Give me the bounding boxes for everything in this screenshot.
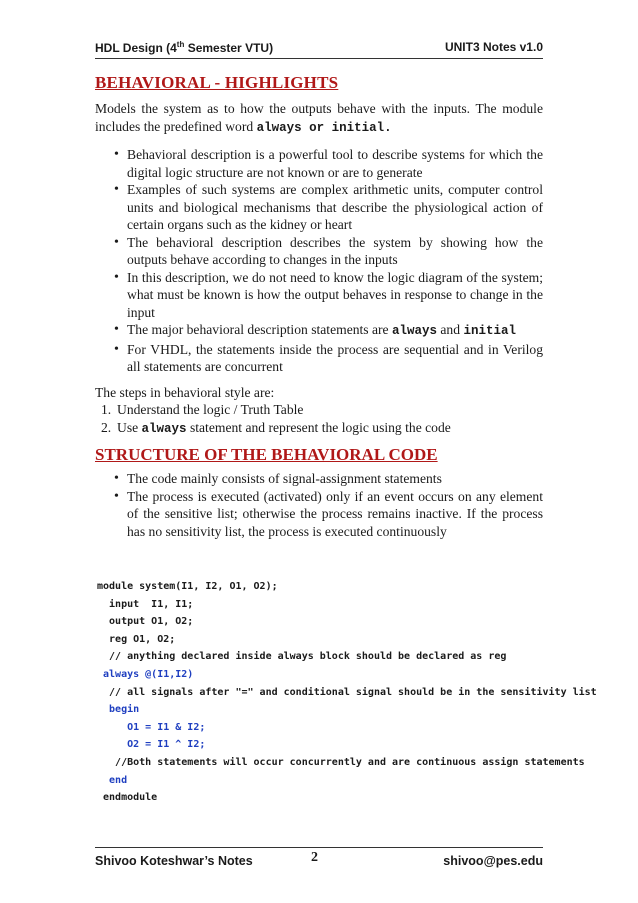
code-line: module system(I1, I2, O1, O2); [97, 581, 278, 592]
code-listing [97, 578, 597, 807]
bullet-icon: • [114, 182, 119, 197]
code-line: end [97, 774, 128, 786]
footer-email: shivoo@pes.edu [443, 854, 543, 868]
list-item: • Behavioral description is a powerful tool to describe systems for which the digital logic structure are not known or are to generate [114, 147, 543, 180]
section-heading-structure: STRUCTURE OF THE BEHAVIORAL CODE [95, 445, 438, 464]
bullet-icon: • [114, 471, 119, 486]
header-unit: UNIT3 Notes v1.0 [444, 40, 543, 54]
code-line: // all signals after "=" and conditional signal should be in the sensitivity list [97, 686, 597, 698]
bullet-icon: • [114, 269, 119, 285]
page-footer [95, 847, 543, 872]
list-item: • The code mainly consists of signal-assignment statements [114, 471, 442, 486]
bullet-icon: • [114, 322, 119, 337]
footer-author: Shivoo Koteshwar’s Notes [95, 854, 253, 868]
list-item: 1. Understand the logic / Truth Table [101, 402, 304, 417]
list-item: • The process is executed (activated) only if an event occurs on any element of the sensitive list; otherwise the process remains inactive. If the process has no sensitivity list, the process is executed continuously [114, 488, 543, 539]
code-line: endmodule [97, 792, 158, 804]
page-content [95, 72, 543, 548]
code-line: begin [97, 704, 140, 716]
structure-list [95, 470, 543, 540]
code-line: input I1, I1; [97, 598, 194, 610]
list-item: 2. Use always statement and represent the logic using the code [101, 419, 451, 436]
code-line: // anything declared inside always block should be declared as reg [97, 651, 507, 663]
list-item: • The behavioral description describes the system by showing how the outputs behave according to changes in the inputs [114, 234, 543, 267]
steps-list [95, 401, 543, 438]
list-item: • The major behavioral description statements are always and initial [114, 322, 516, 338]
bullet-icon: • [114, 234, 119, 250]
keyword: always [391, 324, 437, 338]
steps-intro: The steps in behavioral style are: [95, 384, 275, 400]
bullet-icon: • [114, 147, 119, 162]
list-item: • In this description, we do not need to know the logic diagram of the system; what must be known is how the output behaves in response to change in the input [114, 269, 543, 320]
keyword: initial [463, 324, 516, 338]
keyword: always [141, 421, 187, 436]
keyword: always or initial. [256, 120, 392, 135]
list-item: • Examples of such systems are complex arithmetic units, computer control units and biological mechanisms that describe the physiological action of certain organs such as the kidney or heart [114, 182, 543, 232]
code-line: O1 = I1 & I2; [97, 721, 206, 733]
section-heading-behavioral-highlights: BEHAVIORAL - HIGHLIGHTS [95, 73, 339, 92]
highlights-list [95, 146, 543, 376]
code-line: always @(I1,I2) [97, 668, 194, 680]
list-item: • For VHDL, the statements inside the process are sequential and in Verilog all statements are concurrent [114, 341, 543, 374]
header-title: HDL Design (4th Semester VTU) [95, 40, 274, 55]
code-line: output O1, O2; [97, 616, 194, 628]
page-number: 2 [311, 850, 318, 865]
page-header [95, 38, 543, 59]
bullet-icon: • [114, 341, 119, 357]
bullet-icon: • [114, 488, 119, 504]
intro-paragraph: Models the system as to how the outputs behave with the inputs. The module includes the predefined word always or initial. [95, 101, 543, 135]
code-line: O2 = I1 ^ I2; [97, 739, 206, 751]
code-line: //Both statements will occur concurrently and are continuous assign statements [97, 756, 585, 768]
code-line: reg O1, O2; [97, 633, 176, 645]
